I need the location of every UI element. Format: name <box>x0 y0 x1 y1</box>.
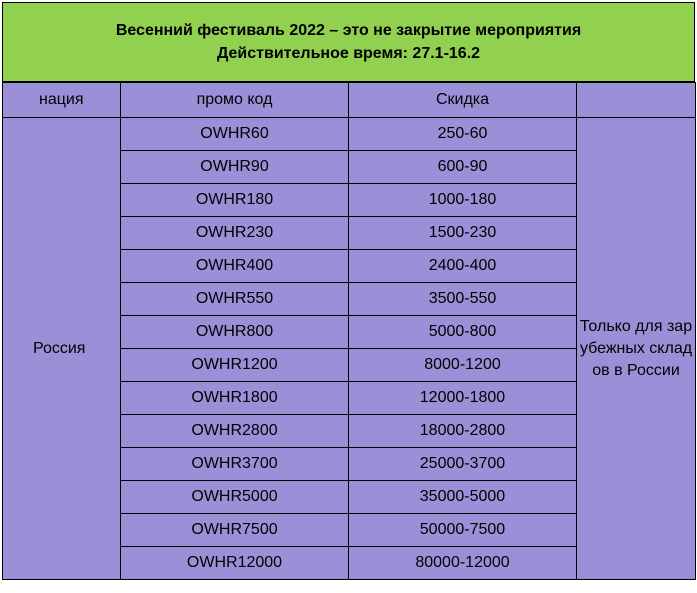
banner-subtitle: Действительное время: 27.1-16.2 <box>216 45 481 62</box>
promo-table <box>2 82 696 580</box>
promo-code-cell: OWHR90 <box>121 151 349 184</box>
promo-code-cell: OWHR5000 <box>121 481 349 514</box>
discount-cell: 80000-12000 <box>349 547 577 580</box>
promo-code-cell: OWHR3700 <box>121 448 349 481</box>
promo-code-cell: OWHR550 <box>121 283 349 316</box>
header-discount: Скидка <box>349 83 577 118</box>
header-row <box>3 83 696 118</box>
header-blank <box>577 83 696 118</box>
table-row <box>3 118 696 151</box>
promo-code-cell: OWHR800 <box>121 316 349 349</box>
banner-title: Весенний фестиваль 2022 – это не закрытие мероприятия <box>115 22 582 39</box>
discount-cell: 250-60 <box>349 118 577 151</box>
discount-cell: 12000-1800 <box>349 382 577 415</box>
discount-cell: 3500-550 <box>349 283 577 316</box>
promo-code-cell: OWHR230 <box>121 217 349 250</box>
title-banner <box>2 2 695 82</box>
discount-cell: 50000-7500 <box>349 514 577 547</box>
promo-code-cell: OWHR12000 <box>121 547 349 580</box>
discount-cell: 5000-800 <box>349 316 577 349</box>
promo-code-cell: OWHR1800 <box>121 382 349 415</box>
promo-code-cell: OWHR60 <box>121 118 349 151</box>
note-cell: Только для зарубежных складов в России <box>577 118 696 580</box>
discount-cell: 8000-1200 <box>349 349 577 382</box>
header-promo-code: промо код <box>121 83 349 118</box>
nation-cell: Россия <box>3 118 121 580</box>
promo-code-cell: OWHR7500 <box>121 514 349 547</box>
promo-code-cell: OWHR2800 <box>121 415 349 448</box>
promo-sheet <box>2 2 695 580</box>
discount-cell: 35000-5000 <box>349 481 577 514</box>
promo-code-cell: OWHR400 <box>121 250 349 283</box>
discount-cell: 18000-2800 <box>349 415 577 448</box>
promo-code-cell: OWHR1200 <box>121 349 349 382</box>
discount-cell: 2400-400 <box>349 250 577 283</box>
promo-code-cell: OWHR180 <box>121 184 349 217</box>
discount-cell: 25000-3700 <box>349 448 577 481</box>
discount-cell: 600-90 <box>349 151 577 184</box>
discount-cell: 1500-230 <box>349 217 577 250</box>
discount-cell: 1000-180 <box>349 184 577 217</box>
header-nation: нация <box>3 83 121 118</box>
